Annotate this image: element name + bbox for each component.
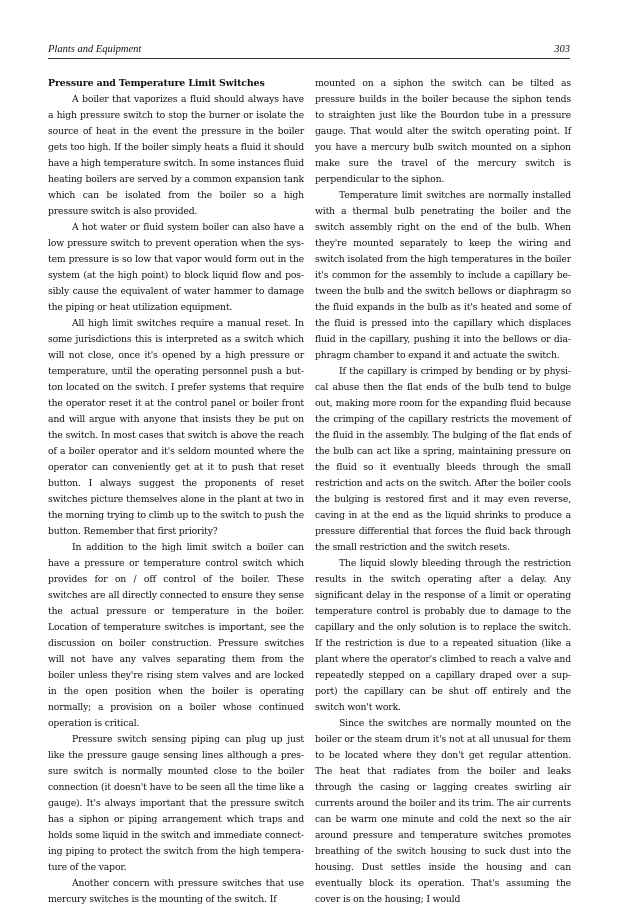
paragraph-continuation: mounted on a siphon the switch can be tilted as pressure builds in the boiler because the siphon tends to straighten just like the Bourdon tube in a pressure gauge. That would alter the switch operating point. If you have a mercury bulb switch mounted on a siphon make sure the travel of the mercury switch is perpendicular to the siphon. (315, 78, 571, 185)
paragraph: Another concern with pressure switches that use mercury switches is the mounting of the switch. If (48, 878, 304, 905)
paragraph: All high limit switches require a manual reset. In some jurisdictions this is interpreted as a switch which will not close, once it's opened by a high pressure or temperature, until the operating personnel push a button located on the switch. I prefer systems that require the operator reset it at the control panel or boiler front and will argue with anyone that insists they be put on the switch. In most cases that switch is above the reach of a boiler operator and it's seldom mounted where the operator can conveniently get at it to push that reset button. I always suggest the proponents of reset switches picture themselves alone in the plant at two in the morning trying to climb up to the switch to push the button. Remember that first priority? (48, 318, 304, 537)
paragraph: A hot water or fluid system boiler can also have a low pressure switch to prevent operation when the system pressure is so low that vapor would form out in the system (at the high point) to block liquid flow and possibly cause the equivalent of water hammer to damage the piping or heat utilization equipment. (48, 222, 304, 313)
right-column (315, 76, 571, 908)
paragraph: A boiler that vaporizes a fluid should always have a high pressure switch to stop the burner or isolate the source of heat in the event the pressure in the boiler gets too high. If the boiler simply heats a fluid it should have a high temperature switch. In some instances fluid heating boilers are served by a common expansion tank which can be isolated from the boiler so a high pressure switch is also provided. (48, 94, 304, 217)
paragraph: Temperature limit switches are normally installed with a thermal bulb penetrating the boiler and the switch assembly right on the end of the bulb. When they're mounted separately to keep the wiring and switch isolated from the high temperatures in the boiler it's common for the assembly to include a capillary between the bulb and the switch bellows or diaphragm so the fluid expands in the bulb as it's heated and some of the fluid is pressed into the capillary which displaces fluid in the capillary, pushing it into the bellows or diaphragm chamber to expand it and actuate the switch. (315, 190, 571, 361)
header-rule (48, 58, 570, 59)
paragraph: In addition to the high limit switch a boiler can have a pressure or temperature control switch which provides for on / off control of the boiler. These switches are all directly connected to ensure they sense the actual pressure or temperature in the boiler. Location of temperature switches is important, see the discussion on boiler construction. Pressure switches will not have any valves separating them from the boiler unless they're rising stem valves and are locked in the open position when the boiler is operating normally; a provision on a boiler whose continued operation is critical. (48, 542, 304, 729)
paragraph: If the capillary is crimped by bending or by physical abuse then the flat ends of the bulb tend to bulge out, making more room for the expanding fluid because the crimping of the capillary restricts the movement of the fluid in the assembly. The bulging of the flat ends of the bulb can act like a spring, maintaining pressure on the fluid so it eventually bleeds through the small restriction and acts on the switch. After the boiler cools the bulging is restored first and it may even reverse, caving in at the end as the liquid shrinks to produce a pressure differential that forces the fluid back through the small restriction and the switch resets. (315, 366, 571, 553)
left-column (48, 76, 304, 908)
paragraph: The liquid slowly bleeding through the restriction results in the switch operating after a delay. Any significant delay in the response of a limit or operating temperature control is probably due to damage to the capillary and the only solution is to replace the switch. If the restriction is due to a repeated situation (like a plant where the operator's climbed to reach a valve and repeatedly stepped on a capillary draped over a support) the capillary can be shut off entirely and the switch won't work. (315, 558, 571, 713)
paragraph: Pressure switch sensing piping can plug up just like the pressure gauge sensing lines although a pressure switch is normally mounted close to the boiler connection (it doesn't have to be seen all the time like a gauge). It's always important that the pressure switch has a siphon or piping arrangement which traps and holds some liquid in the switch and immediate connecting piping to protect the switch from the high temperature of the vapor. (48, 734, 304, 873)
section-heading: Pressure and Temperature Limit Switches (48, 78, 265, 89)
paragraph: Since the switches are normally mounted on the boiler or the steam drum it's not at all unusual for them to be located where they don't get regular attention. The heat that radiates from the boiler and leaks through the casing or lagging creates swirling air currents around the boiler and its trim. The air currents can be warm one minute and cold the next so the air around pressure and temperature switches promotes breathing of the switch housing to suck dust into the housing. Dust settles inside the housing and can eventually block its operation. That's assuming the cover is on the housing; I would (315, 718, 571, 905)
page-number: 303 (554, 44, 570, 55)
header-title: Plants and Equipment (48, 44, 142, 55)
